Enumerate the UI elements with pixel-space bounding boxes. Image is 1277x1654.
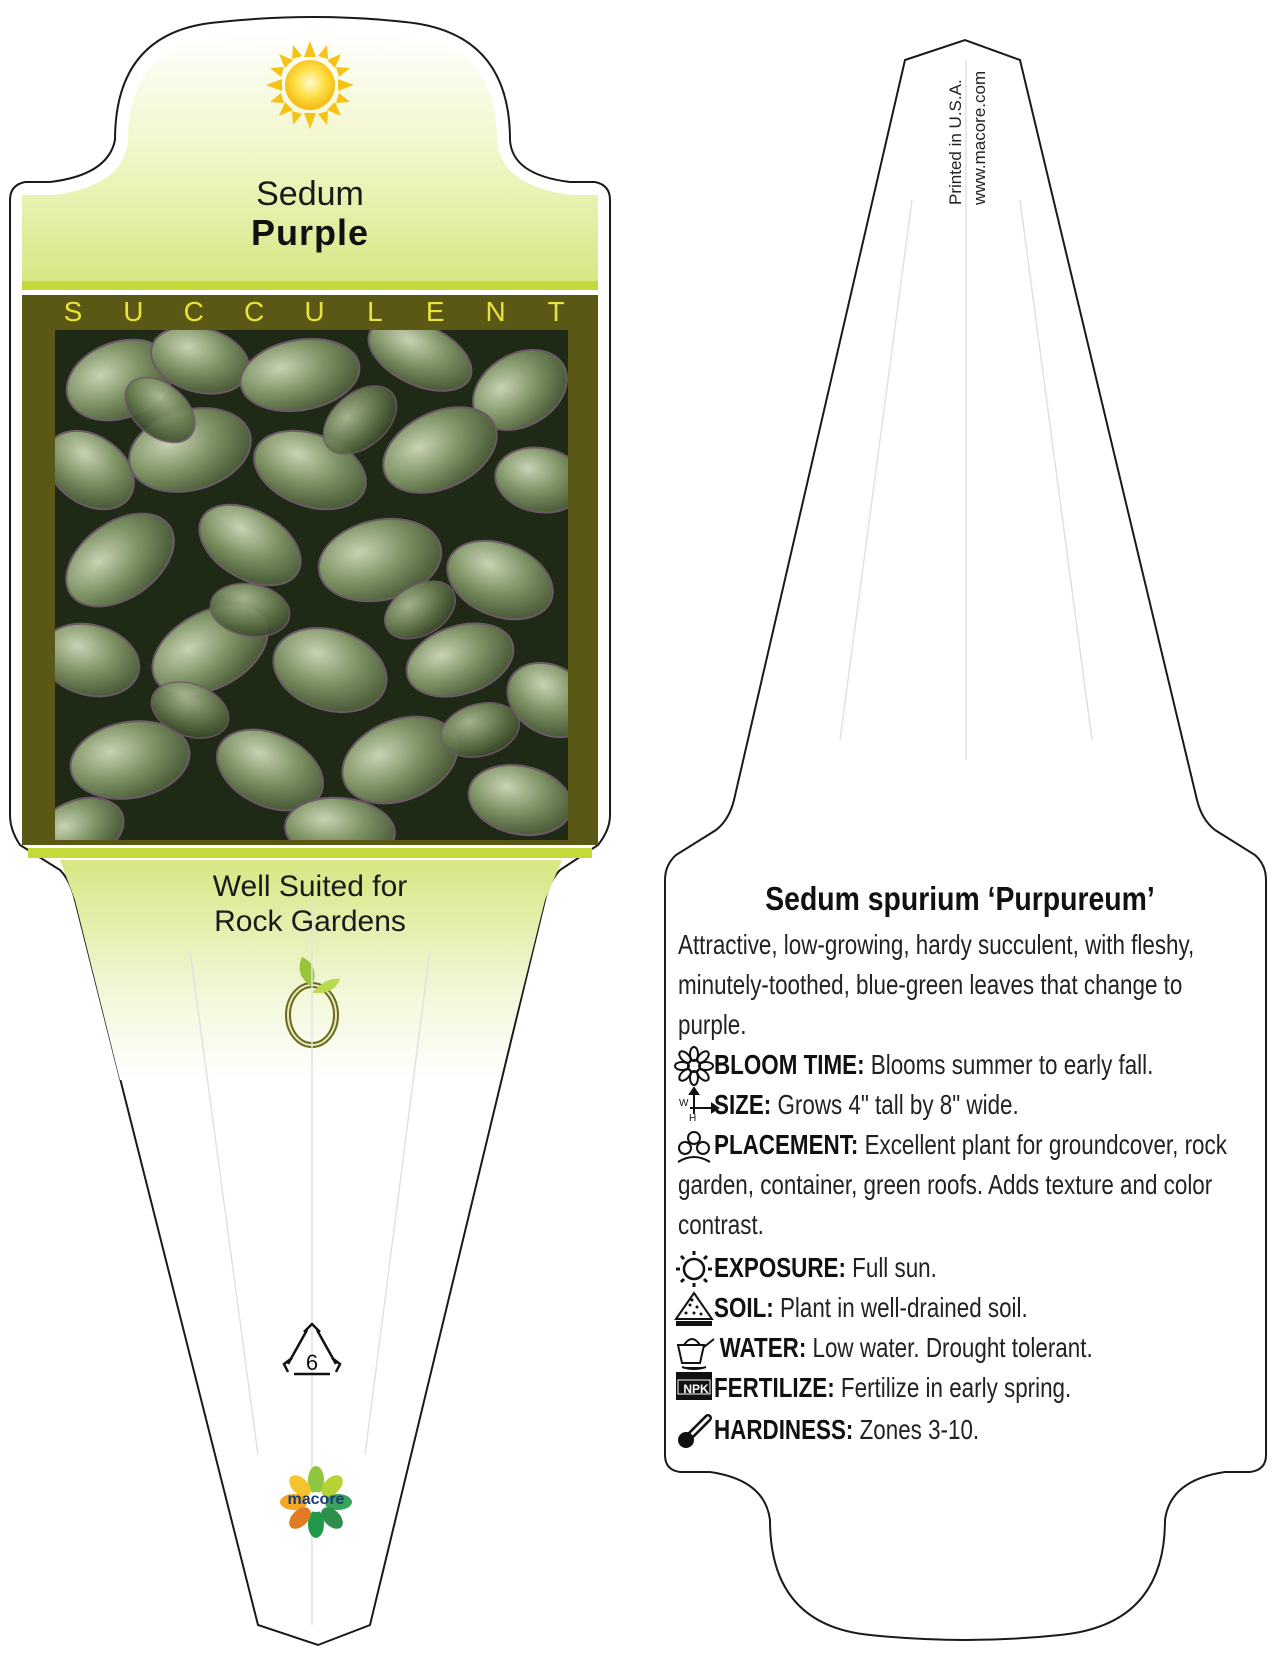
attribute-label: EXPOSURE: — [714, 1252, 846, 1283]
size-icon-w: W — [679, 1098, 689, 1109]
npk-icon-label: NPK — [683, 1382, 709, 1396]
attribute-text: Blooms summer to early fall. — [864, 1049, 1154, 1080]
attribute-text: Low water. Drought tolerant. — [806, 1332, 1093, 1363]
attribute-text: Grows 4" tall by 8" wide. — [771, 1089, 1019, 1120]
attribute-text: Plant in well-drained soil. — [773, 1292, 1028, 1323]
attribute-text: Excellent plant for groundcover, rock garden, container, green roofs. Adds texture and color contrast. — [678, 1129, 1227, 1240]
printed-in-label: Printed in U.S.A. — [946, 79, 965, 205]
attribute-label: WATER: — [719, 1332, 807, 1363]
attribute-fertilize — [678, 1368, 1071, 1408]
attribute-text: Full sun. — [845, 1252, 937, 1283]
attribute-text: Fertilize in early spring. — [834, 1372, 1072, 1403]
sun-logo — [266, 41, 354, 129]
plant-description: Attractive, low-growing, hardy succulent, with fleshy, minutely-toothed, blue-green leaves that change to purple. — [678, 929, 1195, 1040]
plant-category — [22, 296, 585, 328]
attribute-size — [678, 1085, 1019, 1125]
website-label: www.macore.com — [970, 70, 989, 205]
attribute-text: Zones 3-10. — [853, 1414, 980, 1445]
attribute-label: HARDINESS: — [714, 1414, 854, 1445]
category-letter: C — [183, 296, 204, 327]
plant-variety: Purple — [250, 212, 370, 253]
attribute-label: FERTILIZE: — [714, 1372, 835, 1403]
category-letter: C — [244, 296, 265, 327]
plant-genus: Sedum — [256, 175, 364, 213]
attribute-label: BLOOM TIME: — [714, 1049, 865, 1080]
category-letter: U — [304, 296, 325, 327]
attribute-hardiness — [678, 1410, 979, 1450]
attribute-label: SIZE: — [714, 1089, 772, 1120]
category-letter: E — [425, 296, 445, 327]
attribute-water — [678, 1328, 1093, 1368]
header-lime-band — [22, 281, 598, 290]
attribute-label: PLACEMENT: — [714, 1129, 859, 1160]
scientific-name: Sedum spurium ‘Purpureum’ — [765, 880, 1155, 917]
lower-lime-band — [28, 848, 592, 858]
plant-photo — [27, 305, 606, 874]
tagline-line1: Well Suited for — [212, 870, 408, 903]
category-letter: U — [123, 296, 144, 327]
attribute-label: SOIL: — [714, 1292, 774, 1323]
attribute-exposure — [678, 1248, 937, 1288]
category-letter: T — [547, 296, 565, 327]
brand-name: macore — [287, 1491, 345, 1508]
category-letter: N — [485, 296, 506, 327]
size-icon-h: H — [689, 1113, 697, 1124]
attribute-soil — [678, 1288, 1028, 1328]
tagline-line2: Rock Gardens — [214, 905, 406, 938]
recycle-number: 6 — [305, 1350, 319, 1375]
attribute-bloom — [678, 1045, 1153, 1085]
category-letter: S — [63, 296, 83, 327]
attribute-placement — [678, 1125, 1254, 1245]
category-letter: L — [367, 296, 383, 327]
